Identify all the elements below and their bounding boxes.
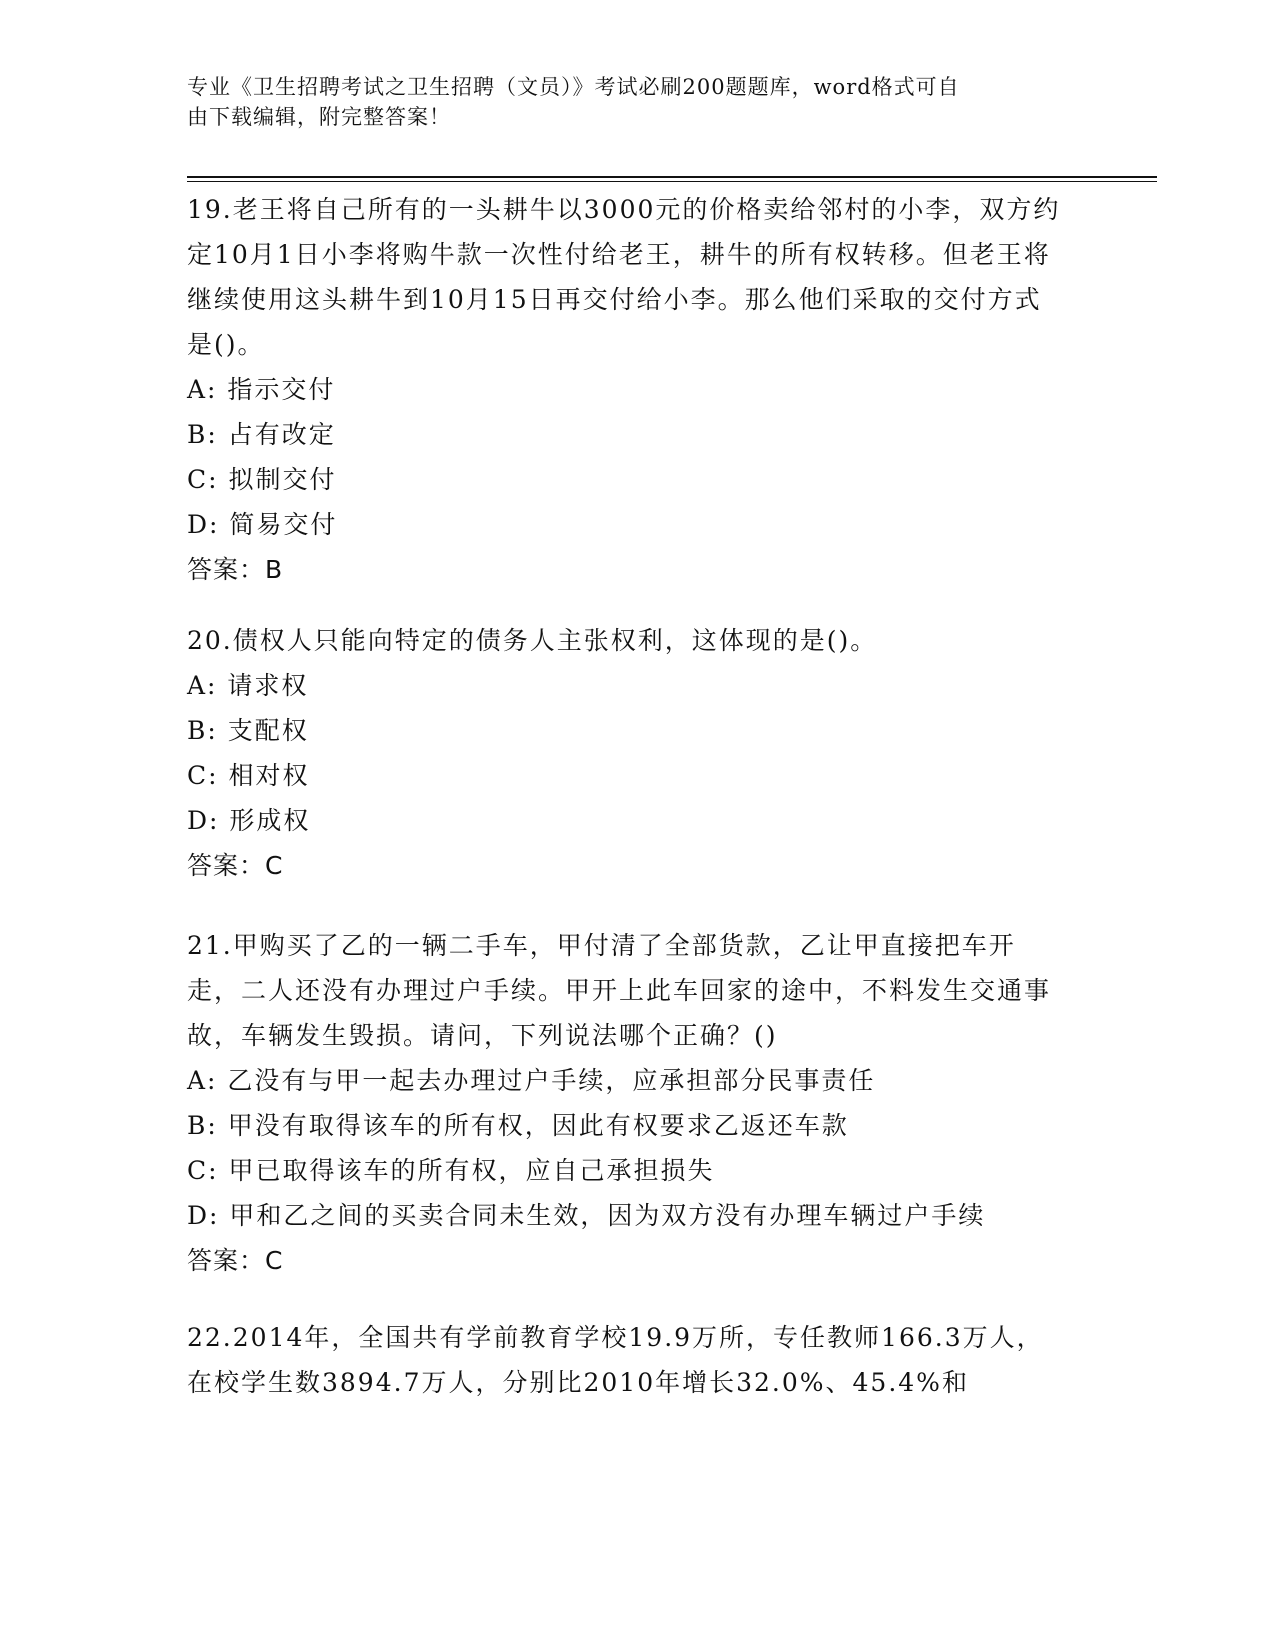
option-c: C: 甲已取得该车的所有权，应自己承担损失 bbox=[187, 1156, 715, 1185]
option-c: C: 拟制交付 bbox=[187, 465, 337, 494]
option-a: A: 请求权 bbox=[187, 671, 309, 700]
header-line-1: 专业《卫生招聘考试之卫生招聘（文员）》考试必刷200题题库，word格式可自 bbox=[187, 75, 960, 99]
option-b: B: 占有改定 bbox=[187, 420, 336, 449]
question-19 bbox=[187, 187, 1067, 592]
option-d: D: 简易交付 bbox=[187, 510, 338, 539]
question-stem: 21.甲购买了乙的一辆二手车，甲付清了全部货款，乙让甲直接把车开走，二人还没有办理过户手续。甲开上此车回家的途中，不料发生交通事故，车辆发生毁损。请问，下列说法哪个正确？() bbox=[187, 931, 1052, 1050]
option-d: D: 甲和乙之间的买卖合同未生效，因为双方没有办理车辆过户手续 bbox=[187, 1201, 986, 1230]
header-divider-thick bbox=[187, 176, 1157, 178]
question-21 bbox=[187, 923, 1067, 1283]
option-b: B: 甲没有取得该车的所有权，因此有权要求乙返还车款 bbox=[187, 1111, 849, 1140]
document-header bbox=[187, 72, 1067, 132]
option-c: C: 相对权 bbox=[187, 761, 310, 790]
option-b: B: 支配权 bbox=[187, 716, 309, 745]
answer: 答案：C bbox=[187, 1246, 284, 1275]
answer: 答案：B bbox=[187, 555, 284, 584]
option-a: A: 指示交付 bbox=[187, 375, 336, 404]
question-22 bbox=[187, 1315, 1067, 1405]
option-a: A: 乙没有与甲一起去办理过户手续，应承担部分民事责任 bbox=[187, 1066, 876, 1095]
question-stem: 19.老王将自己所有的一头耕牛以3000元的价格卖给邻村的小李，双方约定10月1日小李将购牛款一次性付给老王，耕牛的所有权转移。但老王将继续使用这头耕牛到10月15日再交付给小李。那么他们采取的交付方式是()。 bbox=[187, 195, 1061, 359]
question-stem: 20.债权人只能向特定的债务人主张权利，这体现的是()。 bbox=[187, 626, 878, 655]
answer: 答案：C bbox=[187, 851, 284, 880]
question-stem: 22.2014年，全国共有学前教育学校19.9万所，专任教师166.3万人，在校学生数3894.7万人，分别比2010年增长32.0%、45.4%和 bbox=[187, 1323, 1044, 1397]
option-d: D: 形成权 bbox=[187, 806, 311, 835]
question-20 bbox=[187, 618, 1067, 888]
header-line-2: 由下载编辑，附完整答案！ bbox=[187, 105, 451, 129]
header-divider-thin bbox=[187, 181, 1157, 182]
